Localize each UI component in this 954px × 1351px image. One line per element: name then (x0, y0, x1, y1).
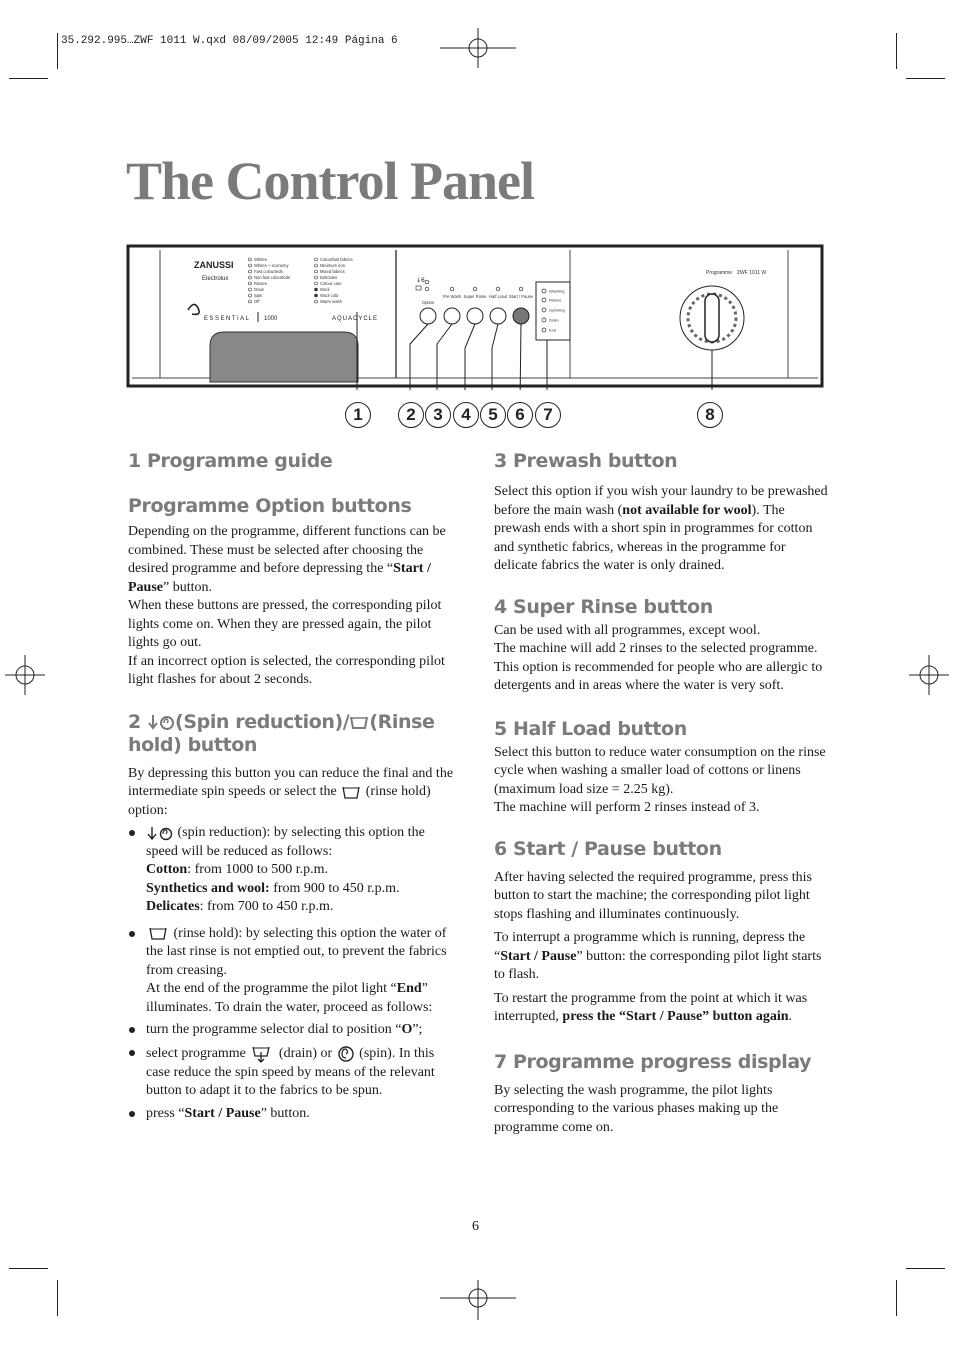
svg-text:↓6: ↓6 (416, 277, 425, 284)
spin-reduction-icon (147, 713, 175, 731)
svg-text:Option: Option (421, 300, 435, 305)
callout-2: 2 (398, 402, 424, 428)
svg-text:Spin: Spin (254, 293, 263, 298)
file-header: 35.292.995…ZWF 1011 W.qxd 08/09/2005 12:49 Página 6 (61, 35, 398, 47)
section-6-text-2: To interrupt a programme which is running, depress the “Start / Pause” button: the corresponding pilot light starts to flash. (494, 930, 822, 982)
svg-text:Mixed fabrics: Mixed fabrics (320, 269, 345, 274)
crop-mark (896, 1280, 897, 1316)
options-paragraph-2: When these buttons are pressed, the corresponding pilot lights come on. When they are pressed again, the pilot lights go out. (128, 598, 442, 650)
section-2-heading: 2 (Spin reduction)/ (Rinse hold) button (128, 710, 435, 756)
crop-mark (9, 1268, 48, 1269)
drain-icon (249, 1044, 275, 1064)
svg-text:Off: Off (254, 299, 260, 304)
bullet-rinse-hold: (rinse hold): by selecting this option the water of the last rinse is not emptied out, to prevent the fabrics from creasing. At the end of the programme the pilot light “End” illuminates. To drain the water, proceed as follows: (128, 925, 458, 1018)
svg-text:Whites: Whites (254, 257, 267, 262)
callout-5: 5 (480, 402, 506, 428)
svg-text:Minimum iron: Minimum iron (320, 263, 346, 268)
right-column (494, 450, 828, 1137)
callout-1: 1 (345, 402, 371, 428)
section-4-heading: 4 Super Rinse button (494, 595, 713, 618)
section-4-text-1: Can be used with all programmes, except wool. (494, 622, 761, 638)
crop-mark (57, 1280, 58, 1316)
svg-text:Drain: Drain (254, 287, 265, 292)
crop-mark (906, 1268, 945, 1269)
svg-text:Washing: Washing (549, 288, 565, 294)
bullet-press-start: press “Start / Pause” button. (128, 1105, 458, 1124)
svg-text:Spinning: Spinning (549, 307, 565, 313)
callout-7: 7 (535, 402, 561, 428)
bullet-turn-dial: turn the programme selector dial to position “O”; (128, 1021, 458, 1040)
crop-mark (9, 78, 48, 79)
essential-label: ESSENTIAL (204, 316, 251, 322)
section-2-intro: By depressing this button you can reduce the final and the intermediate spin speeds or select the (rinse hold) option: (128, 765, 454, 818)
bullet-spin-reduction: (spin reduction): by selecting this option the speed will be reduced as follows: Cotton: from 1000 to 500 r.p.m. Synthetics and wool: from 900 to 450 r.p.m. Delicates: from 700 to 450 r.p.m. (128, 824, 458, 917)
crop-mark (906, 78, 945, 79)
section-7-text: By selecting the wash programme, the pilot lights corresponding to the various phases making up the programme come on. (494, 1082, 779, 1135)
svg-text:Non fast colourteds: Non fast colourteds (254, 275, 291, 280)
spin-icon (336, 1045, 356, 1063)
svg-text:Rinses: Rinses (549, 297, 562, 303)
svg-text:Pre Wash: Pre Wash (442, 294, 462, 299)
section-6-heading: 6 Start / Pause button (494, 837, 722, 860)
options-heading: Programme Option buttons (128, 495, 412, 517)
section-1-heading: 1 Programme guide (128, 450, 333, 472)
section-6-text-3: To restart the programme from the point at which it was interrupted, press the “Start / Pause” button again. (494, 990, 808, 1024)
callout-3: 3 (425, 402, 451, 428)
section-4-text-3: This option is recommended for people who are allergic to detergents and in areas where the water is very soft. (494, 659, 823, 693)
callout-4: 4 (453, 402, 479, 428)
section-5-text-2: The machine will perform 2 rinses instead of 3. (494, 800, 760, 815)
svg-text:Programme: Programme (706, 270, 733, 276)
svg-text:Start / Pause: Start / Pause (508, 294, 534, 299)
crop-mark (896, 33, 897, 69)
svg-text:Super Rinse: Super Rinse (463, 294, 487, 299)
section-7-heading: 7 Programme progress display (494, 1050, 812, 1073)
aquacycle-label: AQUACYCLE (332, 316, 379, 322)
svg-text:Half Load: Half Load (489, 294, 507, 299)
section-4-text-2: The machine will add 2 rinses to the selected programme. (494, 641, 818, 656)
control-panel-illustration (126, 244, 826, 390)
crop-mark (57, 33, 58, 69)
svg-text:Warm wash: Warm wash (320, 299, 342, 304)
rinse-hold-icon (349, 713, 369, 731)
section-5-text-1: Select this button to reduce water consumption on the rinse cycle when washing a smaller load of cottons or linens (maximum load size = 2.25 kg). (494, 744, 826, 797)
section-6-text-1: After having selected the required programme, press this button to start the machine; the corresponding pilot light stops flashing and illuminates continuously. (494, 869, 813, 922)
svg-text:Fast colourteds: Fast colourteds (254, 269, 283, 274)
registration-mark-bottom (440, 1280, 516, 1320)
callout-6: 6 (507, 402, 533, 428)
svg-text:Drain: Drain (549, 317, 559, 323)
options-paragraph-3: If an incorrect option is selected, the corresponding pilot light flashes for about 2 seconds. (128, 653, 445, 687)
svg-text:Wool: Wool (320, 287, 330, 292)
registration-mark-top (440, 28, 516, 68)
callout-8: 8 (697, 402, 723, 428)
section-5-heading: 5 Half Load button (494, 717, 687, 740)
svg-text:ZWF 1011 W: ZWF 1011 W (737, 270, 767, 276)
page-number: 6 (472, 1219, 479, 1234)
registration-mark-left (5, 655, 45, 695)
svg-text:Wool cold: Wool cold (320, 293, 339, 298)
left-column (128, 450, 458, 1123)
options-paragraph-1: Depending on the programme, different functions can be combined. These must be selected after choosing the desired programme and before depressing the “Start / Pause” button. (128, 524, 446, 595)
sub-brand-label: Electrolux (202, 276, 229, 282)
spin-reduction-icon (146, 825, 174, 841)
registration-mark-right (909, 655, 949, 695)
section-3-heading: 3 Prewash button (494, 450, 678, 472)
svg-text:End: End (549, 327, 557, 333)
svg-text:Rinses: Rinses (254, 281, 267, 286)
rinse-hold-icon (340, 784, 362, 800)
svg-text:Delicates: Delicates (320, 275, 338, 280)
section-3-text: Select this option if you wish your laundry to be prewashed before the main wash (not available for wool). The prewash ends with a short spin in programmes for cotton and synthetic fabrics, whereas in the programme for delicate fabrics the water is only drained. (494, 484, 828, 573)
page-title: The Control Panel (126, 151, 535, 211)
brand-label: ZANUSSI (194, 260, 234, 270)
svg-text:Whites + economy: Whites + economy (254, 263, 289, 268)
svg-text:Colourfast fabrics: Colourfast fabrics (320, 257, 353, 262)
svg-text:Colour care: Colour care (320, 281, 342, 286)
bullet-select-programme: select programme (drain) or (spin). In this case reduce the spin speed by means of the relevant button to adapt it to the fabrics to be spun. (128, 1044, 458, 1101)
speed-label: 1000 (264, 316, 278, 322)
rinse-hold-icon (146, 925, 170, 941)
